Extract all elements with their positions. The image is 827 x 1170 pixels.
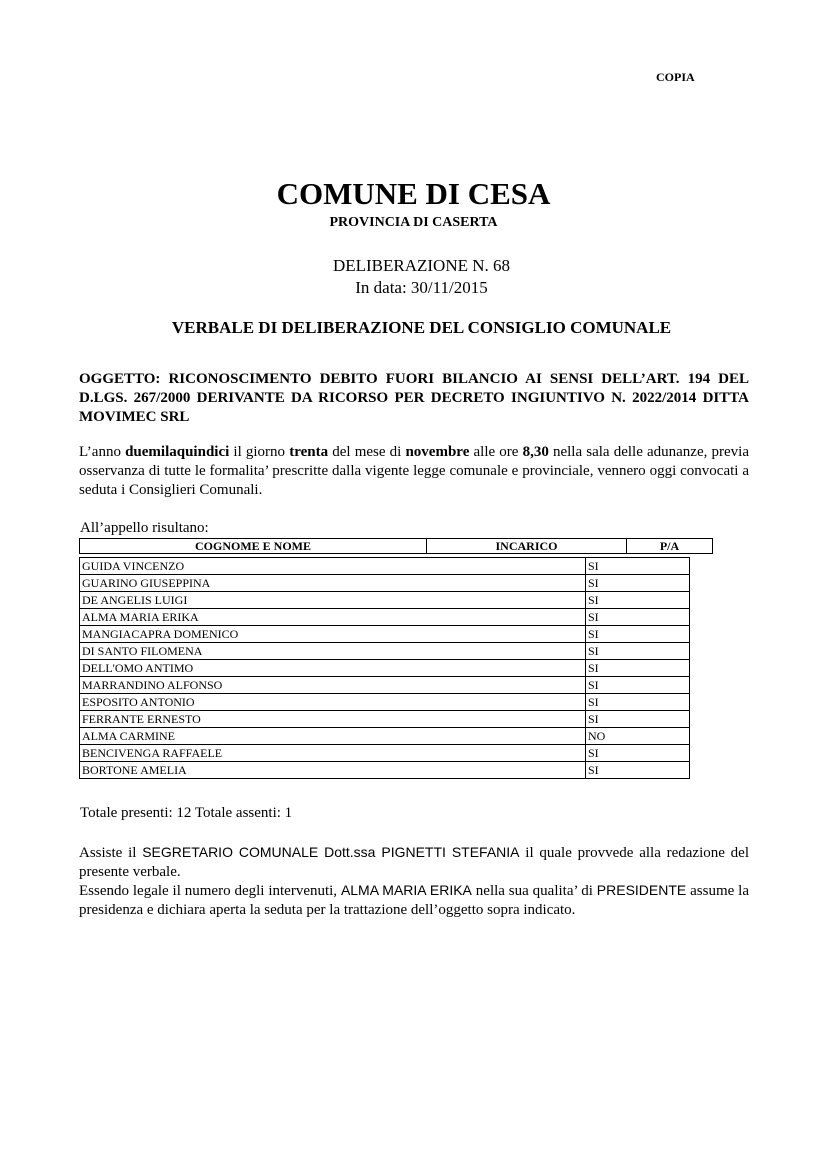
deliberazione-block [0, 255, 827, 299]
member-name-cell: BENCIVENGA RAFFAELE [80, 745, 586, 762]
member-name-cell: FERRANTE ERNESTO [80, 711, 586, 728]
intro-text: nella sala delle adunanze, previa osservanza di tutte le formalita’ prescritte dalla vigente legge comunale e provinciale, vennero oggi convocati a seduta i Consiglieri Comunali. [79, 444, 749, 498]
member-pa-cell: SI [586, 762, 690, 779]
member-pa-cell: SI [586, 745, 690, 762]
member-pa-cell: SI [586, 626, 690, 643]
member-pa-cell: SI [586, 609, 690, 626]
provincia-subtitle: PROVINCIA DI CASERTA [329, 215, 498, 230]
table-row [80, 558, 690, 575]
column-header-incarico: INCARICO [427, 539, 627, 554]
segretario-name: SEGRETARIO COMUNALE Dott.ssa PIGNETTI STEFANIA [142, 844, 520, 860]
member-pa-cell: SI [586, 660, 690, 677]
table-row [80, 660, 690, 677]
table-row [80, 694, 690, 711]
member-name-cell: ESPOSITO ANTONIO [80, 694, 586, 711]
member-name-cell: ALMA MARIA ERIKA [80, 609, 586, 626]
attendance-table-header [79, 538, 713, 554]
intro-text: il giorno [229, 444, 290, 460]
column-header-pa: P/A [627, 539, 713, 554]
intro-mese: novembre [405, 444, 470, 460]
intro-text: del mese di [328, 444, 406, 460]
table-row [80, 728, 690, 745]
member-name-cell: MARRANDINO ALFONSO [80, 677, 586, 694]
intro-text: L’anno [79, 444, 126, 460]
intro-giorno: trenta [289, 444, 329, 460]
deliberazione-number: DELIBERAZIONE N. 68 [332, 256, 511, 275]
table-row [80, 745, 690, 762]
comune-title: COMUNE DI CESA [276, 176, 551, 211]
oggetto-paragraph: OGGETTO: RICONOSCIMENTO DEBITO FUORI BILANCIO AI SENSI DELL’ART. 194 DEL D.LGS. 267/2000 DERIVANTE DA RICORSO PER DECRETO INGIUNTIVO N. 2022/2014 DITTA MOVIMEC SRL [79, 371, 749, 425]
attendance-table [79, 557, 690, 779]
assiste-text: il quale provvede alla redazione del presente verbale. [79, 845, 749, 880]
member-pa-cell: SI [586, 694, 690, 711]
member-pa-cell: SI [586, 677, 690, 694]
member-pa-cell: SI [586, 592, 690, 609]
member-pa-cell: SI [586, 575, 690, 592]
member-name-cell: GUIDA VINCENZO [80, 558, 586, 575]
presidente-name: ALMA MARIA ERIKA [340, 882, 472, 898]
table-row [80, 711, 690, 728]
member-name-cell: ALMA CARMINE [80, 728, 586, 745]
totale-summary: Totale presenti: 12 Totale assenti: 1 [80, 805, 293, 821]
member-name-cell: MANGIACAPRA DOMENICO [80, 626, 586, 643]
verbale-title: VERBALE DI DELIBERAZIONE DEL CONSIGLIO COMUNALE [171, 318, 672, 337]
member-pa-cell: NO [586, 728, 690, 745]
table-row [80, 643, 690, 660]
intro-text: alle ore [469, 444, 523, 460]
intro-ore: 8,30 [522, 444, 549, 460]
table-row [80, 609, 690, 626]
table-row [80, 762, 690, 779]
deliberazione-date: In data: 30/11/2015 [355, 278, 488, 297]
table-row [80, 575, 690, 592]
assiste-text: Assiste il [79, 845, 143, 861]
copia-label: COPIA [656, 70, 695, 84]
essendo-text: nella sua qualita’ di [471, 883, 597, 899]
appello-label: All’appello risultano: [80, 520, 209, 536]
member-pa-cell: SI [586, 711, 690, 728]
member-name-cell: DELL'OMO ANTIMO [80, 660, 586, 677]
intro-anno: duemilaquindici [125, 444, 230, 460]
column-header-nome: COGNOME E NOME [80, 539, 427, 554]
intro-paragraph [79, 443, 749, 500]
table-row [80, 592, 690, 609]
member-name-cell: DI SANTO FILOMENA [80, 643, 586, 660]
table-row [80, 626, 690, 643]
presidente-role: PRESIDENTE [596, 882, 687, 898]
essendo-text: assume la presidenza e dichiara aperta la seduta per la trattazione dell’oggetto sopra indicato. [79, 883, 749, 918]
table-row [80, 677, 690, 694]
member-name-cell: DE ANGELIS LUIGI [80, 592, 586, 609]
essendo-paragraph [79, 881, 749, 920]
assiste-paragraph [79, 843, 749, 882]
member-pa-cell: SI [586, 643, 690, 660]
member-name-cell: GUARINO GIUSEPPINA [80, 575, 586, 592]
member-name-cell: BORTONE AMELIA [80, 762, 586, 779]
essendo-text: Essendo legale il numero degli intervenuti, [79, 883, 341, 899]
member-pa-cell: SI [586, 558, 690, 575]
